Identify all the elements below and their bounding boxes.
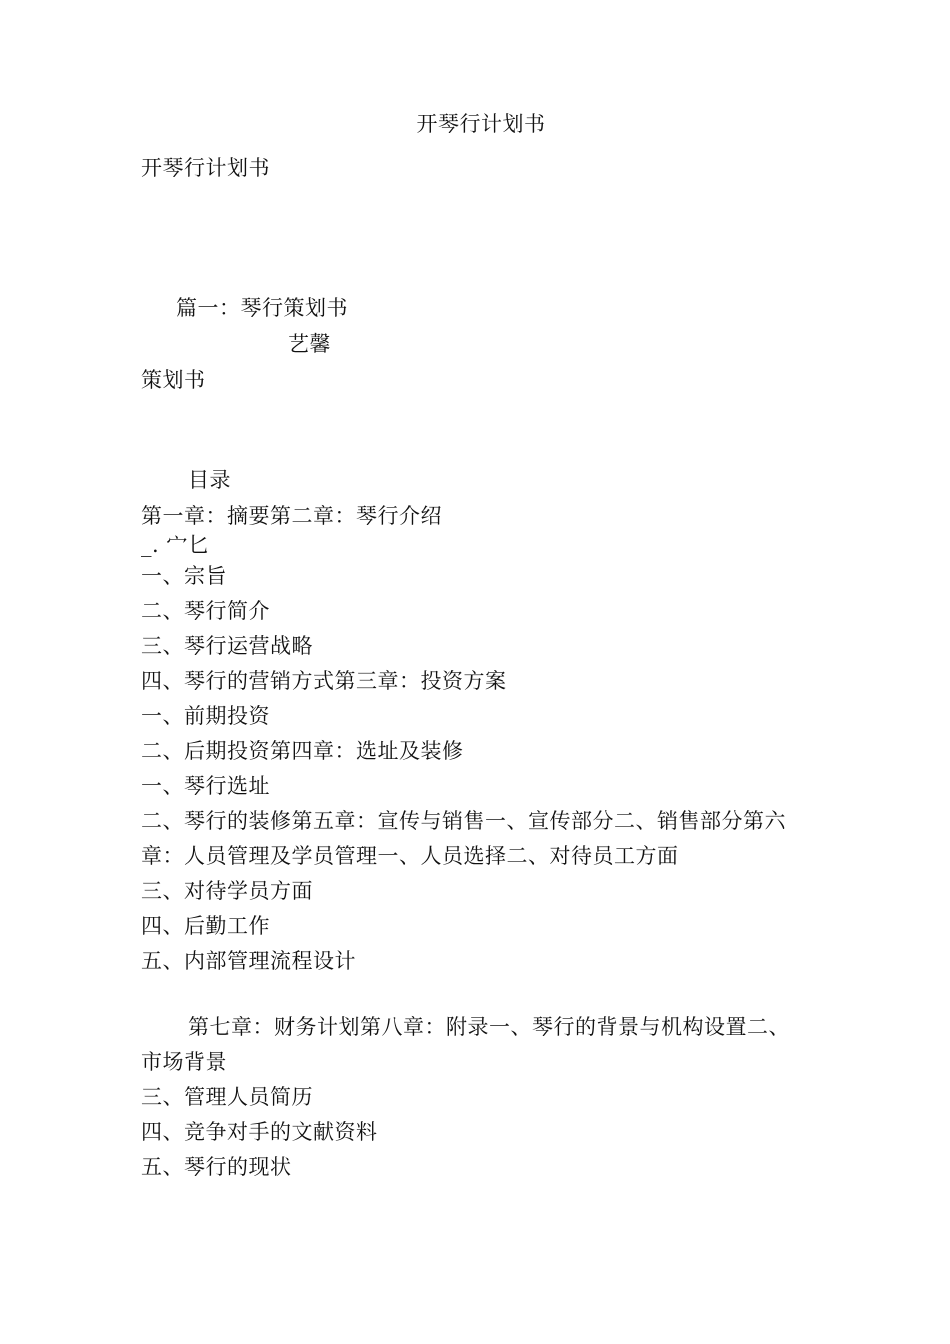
toc-line: 三、琴行运营战略: [141, 634, 313, 658]
brand-name: 艺馨: [288, 332, 331, 356]
plan-label: 策划书: [141, 368, 206, 392]
toc-line: 一、宗旨: [141, 564, 227, 588]
toc-line: 三、对待学员方面: [141, 879, 313, 903]
toc-line: 章：人员管理及学员管理一、人员选择二、对待员工方面: [141, 844, 679, 868]
document-title: 开琴行计划书: [416, 112, 546, 136]
toc-line: 第七章：财务计划第八章：附录一、琴行的背景与机构设置二、: [188, 1015, 790, 1039]
toc-line: 四、琴行的营销方式第三章：投资方案: [141, 669, 507, 693]
toc-line: 市场背景: [141, 1050, 227, 1074]
toc-line: 一、琴行选址: [141, 774, 270, 798]
toc-line: 二、琴行的装修第五章：宣传与销售一、宣传部分二、销售部分第六: [141, 809, 786, 833]
toc-line: _. 宀匕: [141, 533, 210, 557]
toc-line: 四、竞争对手的文献资料: [141, 1120, 378, 1144]
toc-heading: 目录: [188, 468, 231, 492]
toc-line: 五、内部管理流程设计: [141, 949, 356, 973]
toc-line: 四、后勤工作: [141, 914, 270, 938]
toc-line: 五、琴行的现状: [141, 1155, 292, 1179]
toc-line: 第一章：摘要第二章：琴行介绍: [141, 504, 442, 528]
toc-line: 二、后期投资第四章：选址及装修: [141, 739, 464, 763]
toc-line: 三、管理人员简历: [141, 1085, 313, 1109]
toc-line: 一、前期投资: [141, 704, 270, 728]
toc-line: 二、琴行简介: [141, 599, 270, 623]
part-heading: 篇一：琴行策划书: [176, 296, 348, 320]
document-subtitle: 开琴行计划书: [141, 156, 270, 180]
